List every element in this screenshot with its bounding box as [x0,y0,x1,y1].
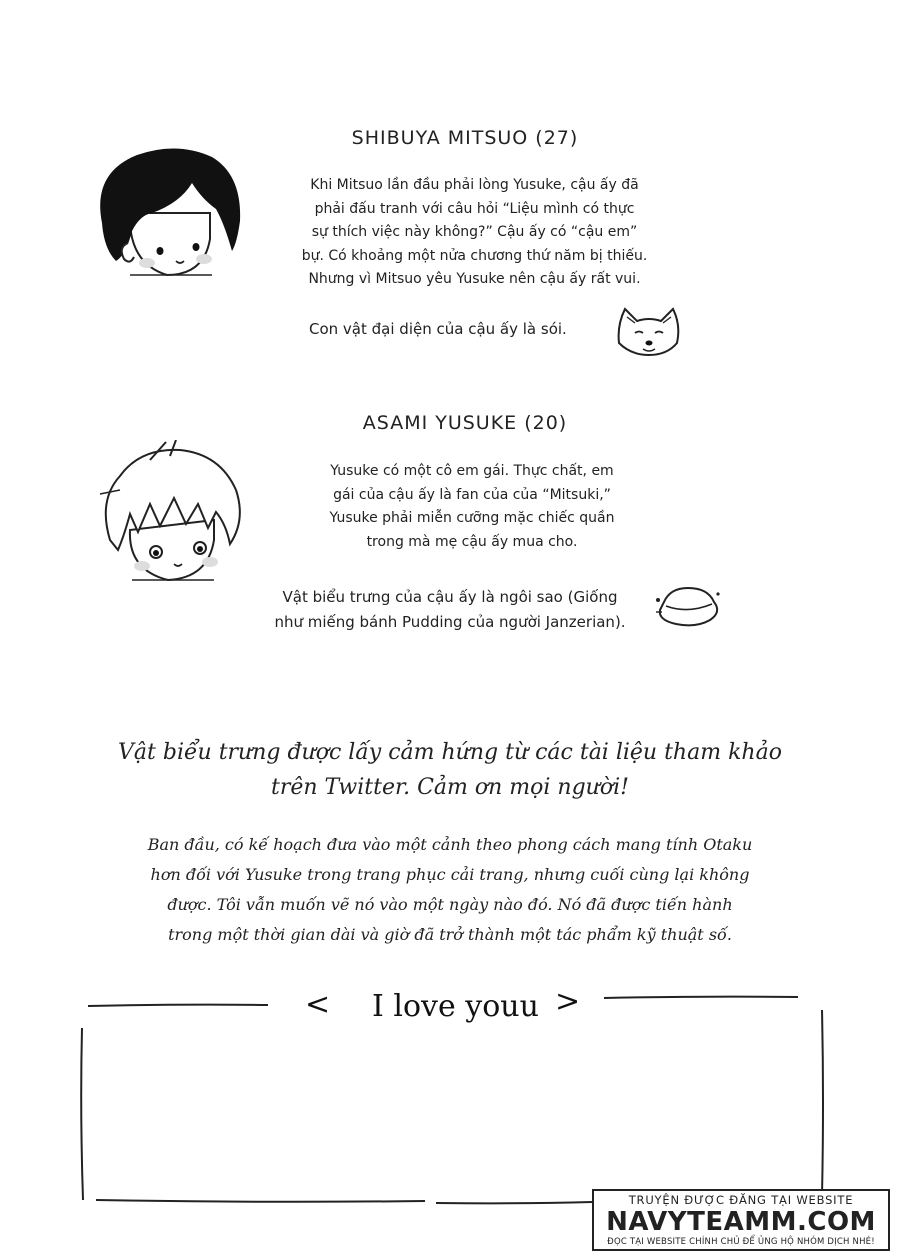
frame-right-bracket: > [555,984,581,1019]
yusuke-title: ASAMI YUSUKE (20) [362,412,568,434]
frame-left-bracket: < [305,987,331,1022]
watermark-top-text: TRUYỆN ĐƯỢC ĐĂNG TẠI WEBSITE [628,1193,854,1207]
mitsuo-line: bự. Có khoảng một nửa chương thứ năm bị thiếu. [301,247,648,264]
frame-title: I love youu [372,989,539,1024]
watermark-site-name: NAVYTEAMM.COM [606,1207,876,1237]
mitsuo-line: Khi Mitsuo lần đầu phải lòng Yusuke, cậu ấy đã [310,177,639,193]
yusuke-line: gái của cậu ấy là fan của của “Mitsuki,” [333,486,611,503]
mitsuo-line: sự thích việc này không?” Cậu ấy có “cậu em” [311,224,638,240]
mitsuo-line: phải đấu tranh với câu hỏi “Liệu mình có thực [314,200,635,217]
mitsuo-title: SHIBUYA MITSUO (27) [351,127,579,149]
yusuke-line: trong mà mẹ cậu ấy mua cho. [366,533,578,550]
yusuke-line: Yusuke phải miễn cưỡng mặc chiếc quần [329,510,615,526]
yusuke-mascot-line: Vật biểu trưng của cậu ấy là ngôi sao (Giống [282,588,618,606]
mitsuo-line: Nhưng vì Mitsuo yêu Yusuke nên cậu ấy rất vui. [308,271,641,287]
watermark-bottom-text: ĐỌC TẠI WEBSITE CHÍNH CHỦ ĐỂ ỦNG HỘ NHÓM DỊCH NHÉ! [607,1237,875,1247]
note-body-line: hơn đối với Yusuke trong trang phục cải trang, nhưng cuối cùng lại không [150,865,750,884]
note-body-line: được. Tôi vẫn muốn vẽ nó vào một ngày nào đó. Nó đã được tiến hành [167,895,733,914]
note-body-line: trong một thời gian dài và giờ đã trở thành một tác phẩm kỹ thuật số. [168,925,732,944]
note-heading-line: Vật biểu trưng được lấy cảm hứng từ các tài liệu tham khảo [118,740,782,765]
note-heading-line: trên Twitter. Cảm ơn mọi người! [271,775,629,800]
note-body-line: Ban đầu, có kế hoạch đưa vào một cảnh theo phong cách mang tính Otaku [147,835,753,854]
yusuke-line: Yusuke có một cô em gái. Thực chất, em [330,463,614,479]
mitsuo-mascot-text: Con vật đại diện của cậu ấy là sói. [309,320,567,338]
yusuke-mascot-line: như miếng bánh Pudding của người Janzerian). [274,613,626,631]
site-watermark [592,1189,890,1251]
